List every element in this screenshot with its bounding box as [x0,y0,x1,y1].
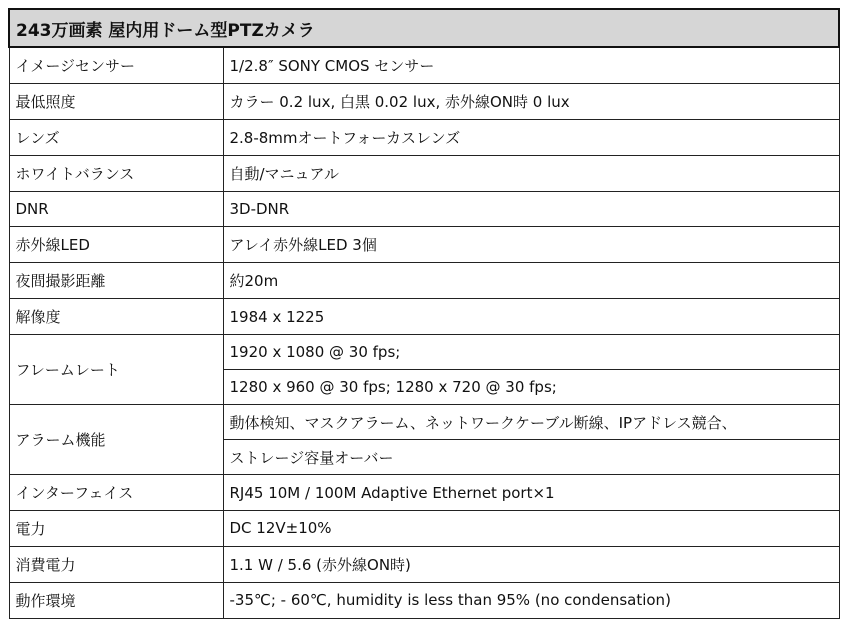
spec-row-power [9,511,839,547]
spec-label: アラーム機能 [9,405,223,475]
spec-row-alarm [9,405,839,440]
spec-value: 自動/マニュアル [223,155,839,191]
spec-value: 2.8-8mmオートフォーカスレンズ [223,119,839,155]
spec-value: ストレージ容量オーバー [223,440,839,475]
spec-value: DC 12V±10% [223,511,839,547]
spec-row-min-illumination [9,83,839,119]
spec-label: 最低照度 [9,83,223,119]
spec-value: -35℃; - 60℃, humidity is less than 95% (no condensation) [223,582,839,618]
spec-row-image-sensor [9,47,839,83]
spec-value: 1920 x 1080 @ 30 fps; [223,335,839,370]
spec-row-dnr [9,191,839,227]
spec-label: インターフェイス [9,475,223,511]
spec-label: 消費電力 [9,546,223,582]
spec-label: ホワイトバランス [9,155,223,191]
spec-row-frame-rate [9,335,839,370]
spec-value: 1280 x 960 @ 30 fps; 1280 x 720 @ 30 fps; [223,370,839,405]
spec-row-white-balance [9,155,839,191]
spec-value: RJ45 10M / 100M Adaptive Ethernet port×1 [223,475,839,511]
spec-row-operating-env [9,582,839,618]
spec-row-lens [9,119,839,155]
spec-value: カラー 0.2 lux, 白黒 0.02 lux, 赤外線ON時 0 lux [223,83,839,119]
spec-table [8,8,840,619]
spec-value: 約20m [223,263,839,299]
spec-label: フレームレート [9,335,223,405]
spec-value: 動体検知、マスクアラーム、ネットワークケーブル断線、IPアドレス競合、 [223,405,839,440]
spec-label: 電力 [9,511,223,547]
spec-value: アレイ赤外線LED 3個 [223,227,839,263]
spec-label: DNR [9,191,223,227]
spec-label: レンズ [9,119,223,155]
spec-row-ir-led [9,227,839,263]
spec-row-night-distance [9,263,839,299]
spec-label: 赤外線LED [9,227,223,263]
spec-row-resolution [9,299,839,335]
spec-value: 1.1 W / 5.6 (赤外線ON時) [223,546,839,582]
spec-label: イメージセンサー [9,47,223,83]
spec-value: 1984 x 1225 [223,299,839,335]
spec-label: 動作環境 [9,582,223,618]
table-title: 243万画素 屋内用ドーム型PTZカメラ [9,9,839,47]
spec-row-interface [9,475,839,511]
spec-value: 1/2.8″ SONY CMOS センサー [223,47,839,83]
spec-value: 3D-DNR [223,191,839,227]
spec-label: 解像度 [9,299,223,335]
spec-label: 夜間撮影距離 [9,263,223,299]
title-row [9,9,839,47]
spec-row-power-consumption [9,546,839,582]
